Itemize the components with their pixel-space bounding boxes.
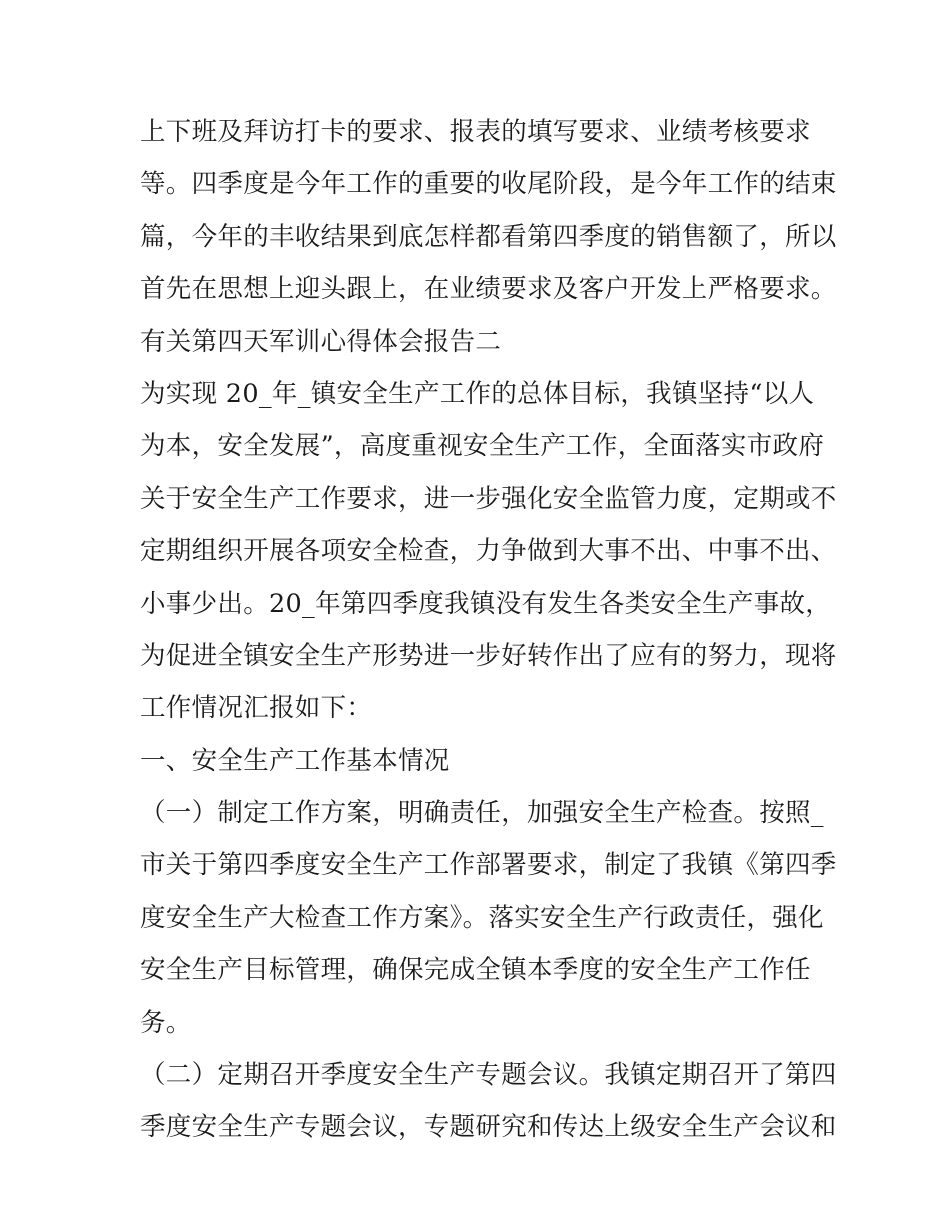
text-line: 为本，安全发展”，高度重视安全生产工作，全面落实市政府	[140, 431, 825, 462]
section-heading: 一、安全生产工作基本情况	[140, 745, 450, 776]
text-line: 上下班及拜访打卡的要求、报表的填写要求、业绩考核要求	[140, 117, 811, 147]
document-body	[140, 106, 837, 1154]
text-line: 小事少出。20_年第四季度我镇没有发生各类安全生产事故，	[140, 588, 832, 619]
text-line: 为促进全镇安全生产形势进一步好转作出了应有的努力，现将	[140, 640, 837, 671]
text-line: 安全生产目标管理，确保完成全镇本季度的安全生产工作任	[140, 955, 811, 986]
text-line: 市关于第四季度安全生产工作部署要求，制定了我镇《第四季	[140, 850, 837, 881]
text-line: 首先在思想上迎头跟上，在业绩要求及客户开发上严格要求。	[140, 274, 837, 305]
text-line: （一）制定工作方案，明确责任，加强安全生产检查。按照_	[140, 798, 824, 829]
section-heading: 有关第四天军训心得体会报告二	[140, 326, 502, 357]
text-line: 为实现 20_年_镇安全生产工作的总体目标，我镇坚持“以人	[140, 378, 815, 409]
text-line: （二）定期召开季度安全生产专题会议。我镇定期召开了第四	[140, 1060, 837, 1091]
text-line: 季度安全生产专题会议，专题研究和传达上级安全生产会议和	[140, 1112, 837, 1143]
text-line: 关于安全生产工作要求，进一步强化安全监管力度，定期或不	[140, 483, 837, 514]
text-line: 工作情况汇报如下：	[140, 693, 373, 724]
text-line: 篇，今年的丰收结果到底怎样都看第四季度的销售额了，所以	[140, 221, 837, 252]
text-line: 等。四季度是今年工作的重要的收尾阶段，是今年工作的结束	[140, 169, 837, 200]
text-line: 定期组织开展各项安全检查，力争做到大事不出、中事不出、	[140, 536, 837, 567]
text-line: 务。	[140, 1007, 192, 1038]
text-line: 度安全生产大检查工作方案》。落实安全生产行政责任，强化	[140, 902, 824, 933]
